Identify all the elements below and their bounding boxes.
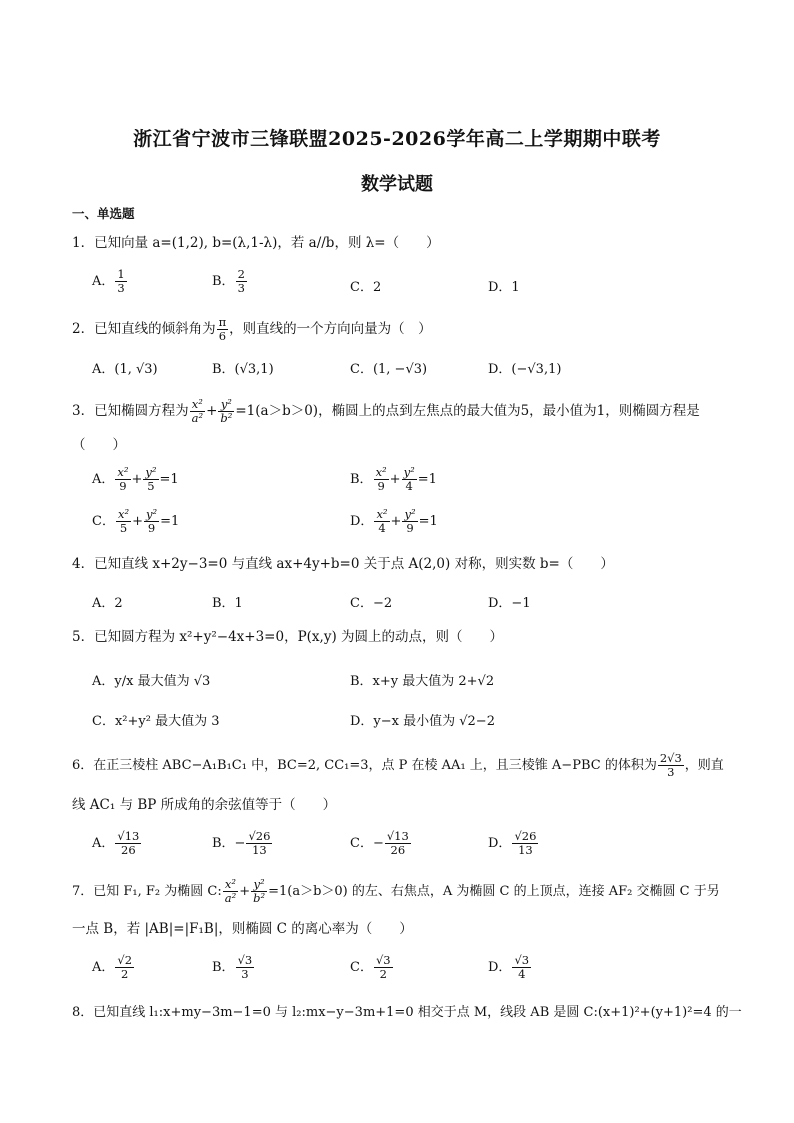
q4-option-d: D．−1: [488, 596, 531, 611]
q5-option-d: D．y−x 最小值为 √2−2: [350, 714, 495, 729]
q1-option-b: B． $\frac{2}{3}$: [212, 267, 245, 295]
question-3-stem: 3．已知椭圆方程为 $\frac{\text{x²}}{\text{a²}}$ + $\frac{\text{y²}}{\text{b²}}$ =1(a＞b＞0)，椭圆上的点到左焦点的最大值为5，最小值为1，则椭圆方程是: [72, 397, 700, 425]
q5-option-a: A．y/x 最大值为 √3: [92, 674, 211, 689]
q7-option-c: C． $\frac{√3}{2}$: [350, 953, 391, 981]
q2-option-a: A．(1, √3): [92, 362, 158, 377]
question-3-stem-line2: （ ）: [72, 437, 126, 453]
question-7-stem: 7．已知 F₁, F₂ 为椭圆 C: $\frac{\text{x²}}{\text{a²}}$ + $\frac{\text{y²}}{\text{b²}}$ =1(a＞b＞0) 的左、右焦点，A 为椭圆 C 的上顶点，连接 AF₂ 交椭圆 C 于另: [72, 877, 720, 905]
q5-option-b: B．x+y 最大值为 2+√2: [350, 674, 495, 689]
question-6-stem: 6．在正三棱柱 ABC−A₁B₁C₁ 中，BC=2, CC₁=3，点 P 在棱 AA₁ 上，且三棱锥 A−PBC 的体积为 $\frac{2√3}{3}$ ，则直: [72, 751, 724, 779]
q4-option-c: C．−2: [350, 596, 393, 611]
question-4-stem: 4．已知直线 x+2y−3=0 与直线 ax+4y+b=0 关于点 A(2,0) 对称，则实数 b=（ ）: [72, 556, 614, 572]
q7-option-d: D． $\frac{√3}{4}$: [488, 953, 530, 981]
q6-option-a: A． $\frac{√13}{26}$: [92, 829, 140, 857]
q6-option-d: D． $\frac{√26}{13}$: [488, 829, 537, 857]
exam-title: 浙江省宁波市三锋联盟2025-2026学年高二上学期期中联考: [133, 128, 661, 150]
q3-option-b: B． $\frac{\text{x²}}{9}$ + $\frac{\text{y²}}{4}$ =1: [350, 465, 437, 493]
question-5-stem: 5．已知圆方程为 x²+y²−4x+3=0，P(x,y) 为圆上的动点，则（ ）: [72, 629, 504, 645]
question-7-stem-line2: 一点 B，若 |AB|=|F₁B|，则椭圆 C 的离心率为（ ）: [72, 921, 413, 937]
question-2-stem: 2．已知直线的倾斜角为 $\frac{\pi}{6}$ ，则直线的一个方向向量为（ ）: [72, 315, 432, 343]
q1-option-a: A． $\frac{1}{3}$: [92, 267, 125, 295]
q2-option-d: D．(−√3,1): [488, 362, 562, 377]
question-6-stem-line2: 线 AC₁ 与 BP 所成角的余弦值等于（ ）: [72, 797, 337, 813]
q3-option-c: C． $\frac{\text{x²}}{5}$ + $\frac{\text{y²}}{9}$ =1: [92, 507, 180, 535]
q2-option-b: B．(√3,1): [212, 362, 274, 377]
q4-option-a: A．2: [92, 596, 123, 611]
q4-option-b: B．1: [212, 596, 243, 611]
question-1-stem: 1．已知向量 a=(1,2), b=(λ,1-λ)，若 a//b，则 λ=（ ）: [72, 235, 440, 251]
question-8-stem: 8．已知直线 l₁:x+my−3m−1=0 与 l₂:mx−y−3m+1=0 相交于点 M，线段 AB 是圆 C:(x+1)²+(y+1)²=4 的一: [72, 1005, 742, 1020]
q5-option-c: C．x²+y² 最大值为 3: [92, 714, 220, 729]
q1-option-d: D．1: [488, 280, 520, 295]
exam-subtitle: 数学试题: [361, 174, 433, 195]
q1-option-c: C．2: [350, 280, 382, 295]
section-heading: 一、单选题: [72, 206, 135, 221]
q7-option-b: B． $\frac{√3}{3}$: [212, 953, 253, 981]
q3-option-d: D． $\frac{\text{x²}}{4}$ + $\frac{\text{y²}}{9}$ =1: [350, 507, 438, 535]
q6-option-b: B．− $\frac{√26}{13}$: [212, 829, 271, 857]
q6-option-c: C．− $\frac{√13}{26}$: [350, 829, 409, 857]
q2-option-c: C．(1, −√3): [350, 362, 428, 377]
q3-option-a: A． $\frac{\text{x²}}{9}$ + $\frac{\text{y²}}{5}$ =1: [92, 465, 179, 493]
q7-option-a: A． $\frac{√2}{2}$: [92, 953, 133, 981]
